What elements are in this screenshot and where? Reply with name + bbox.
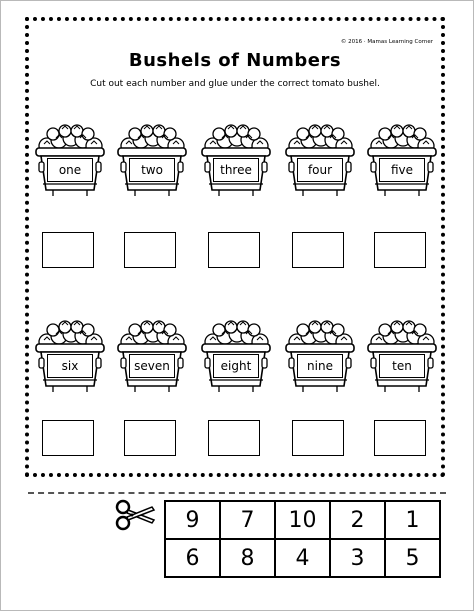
glue-answer-box[interactable] [124, 232, 176, 268]
tomato-bushel [199, 320, 273, 398]
cut-line [28, 492, 446, 494]
tomato-bushel [365, 124, 439, 202]
number-cutout[interactable]: 3 [331, 540, 386, 578]
number-cutout[interactable]: 10 [276, 502, 331, 540]
glue-answer-box[interactable] [42, 232, 94, 268]
number-word-label: six [47, 354, 93, 378]
number-word-label: two [129, 158, 175, 182]
glue-answer-box[interactable] [42, 420, 94, 456]
tomato-bushel [33, 320, 107, 398]
number-word-label: three [213, 158, 259, 182]
glue-answer-box[interactable] [292, 420, 344, 456]
tomato-bushel [365, 320, 439, 398]
glue-answer-box[interactable] [124, 420, 176, 456]
number-cutout[interactable]: 9 [166, 502, 221, 540]
glue-answer-box[interactable] [374, 420, 426, 456]
scissors-icon [114, 498, 156, 532]
number-word-label: eight [213, 354, 259, 378]
number-cutout[interactable]: 5 [386, 540, 441, 578]
number-cutout[interactable]: 1 [386, 502, 441, 540]
glue-answer-box[interactable] [374, 232, 426, 268]
number-word-label: one [47, 158, 93, 182]
tomato-bushel [283, 320, 357, 398]
tomato-bushel [199, 124, 273, 202]
number-cutout[interactable]: 4 [276, 540, 331, 578]
number-cutout[interactable]: 8 [221, 540, 276, 578]
instructions-text: Cut out each number and glue under the correct tomato bushel. [90, 79, 380, 89]
tomato-bushel [283, 124, 357, 202]
number-cutout[interactable]: 7 [221, 502, 276, 540]
number-word-label: ten [379, 354, 425, 378]
number-word-label: seven [129, 354, 175, 378]
tomato-bushel [115, 124, 189, 202]
number-cutout[interactable]: 2 [331, 502, 386, 540]
number-word-label: five [379, 158, 425, 182]
glue-answer-box[interactable] [208, 232, 260, 268]
tomato-bushel [115, 320, 189, 398]
glue-answer-box[interactable] [292, 232, 344, 268]
glue-answer-box[interactable] [208, 420, 260, 456]
number-word-label: four [297, 158, 343, 182]
number-cutout[interactable]: 6 [166, 540, 221, 578]
page-title: Bushels of Numbers [128, 50, 342, 71]
copyright-text: © 2016 · Mamas Learning Corner [340, 39, 433, 45]
number-cutout-grid [164, 500, 441, 578]
number-word-label: nine [297, 354, 343, 378]
tomato-bushel [33, 124, 107, 202]
